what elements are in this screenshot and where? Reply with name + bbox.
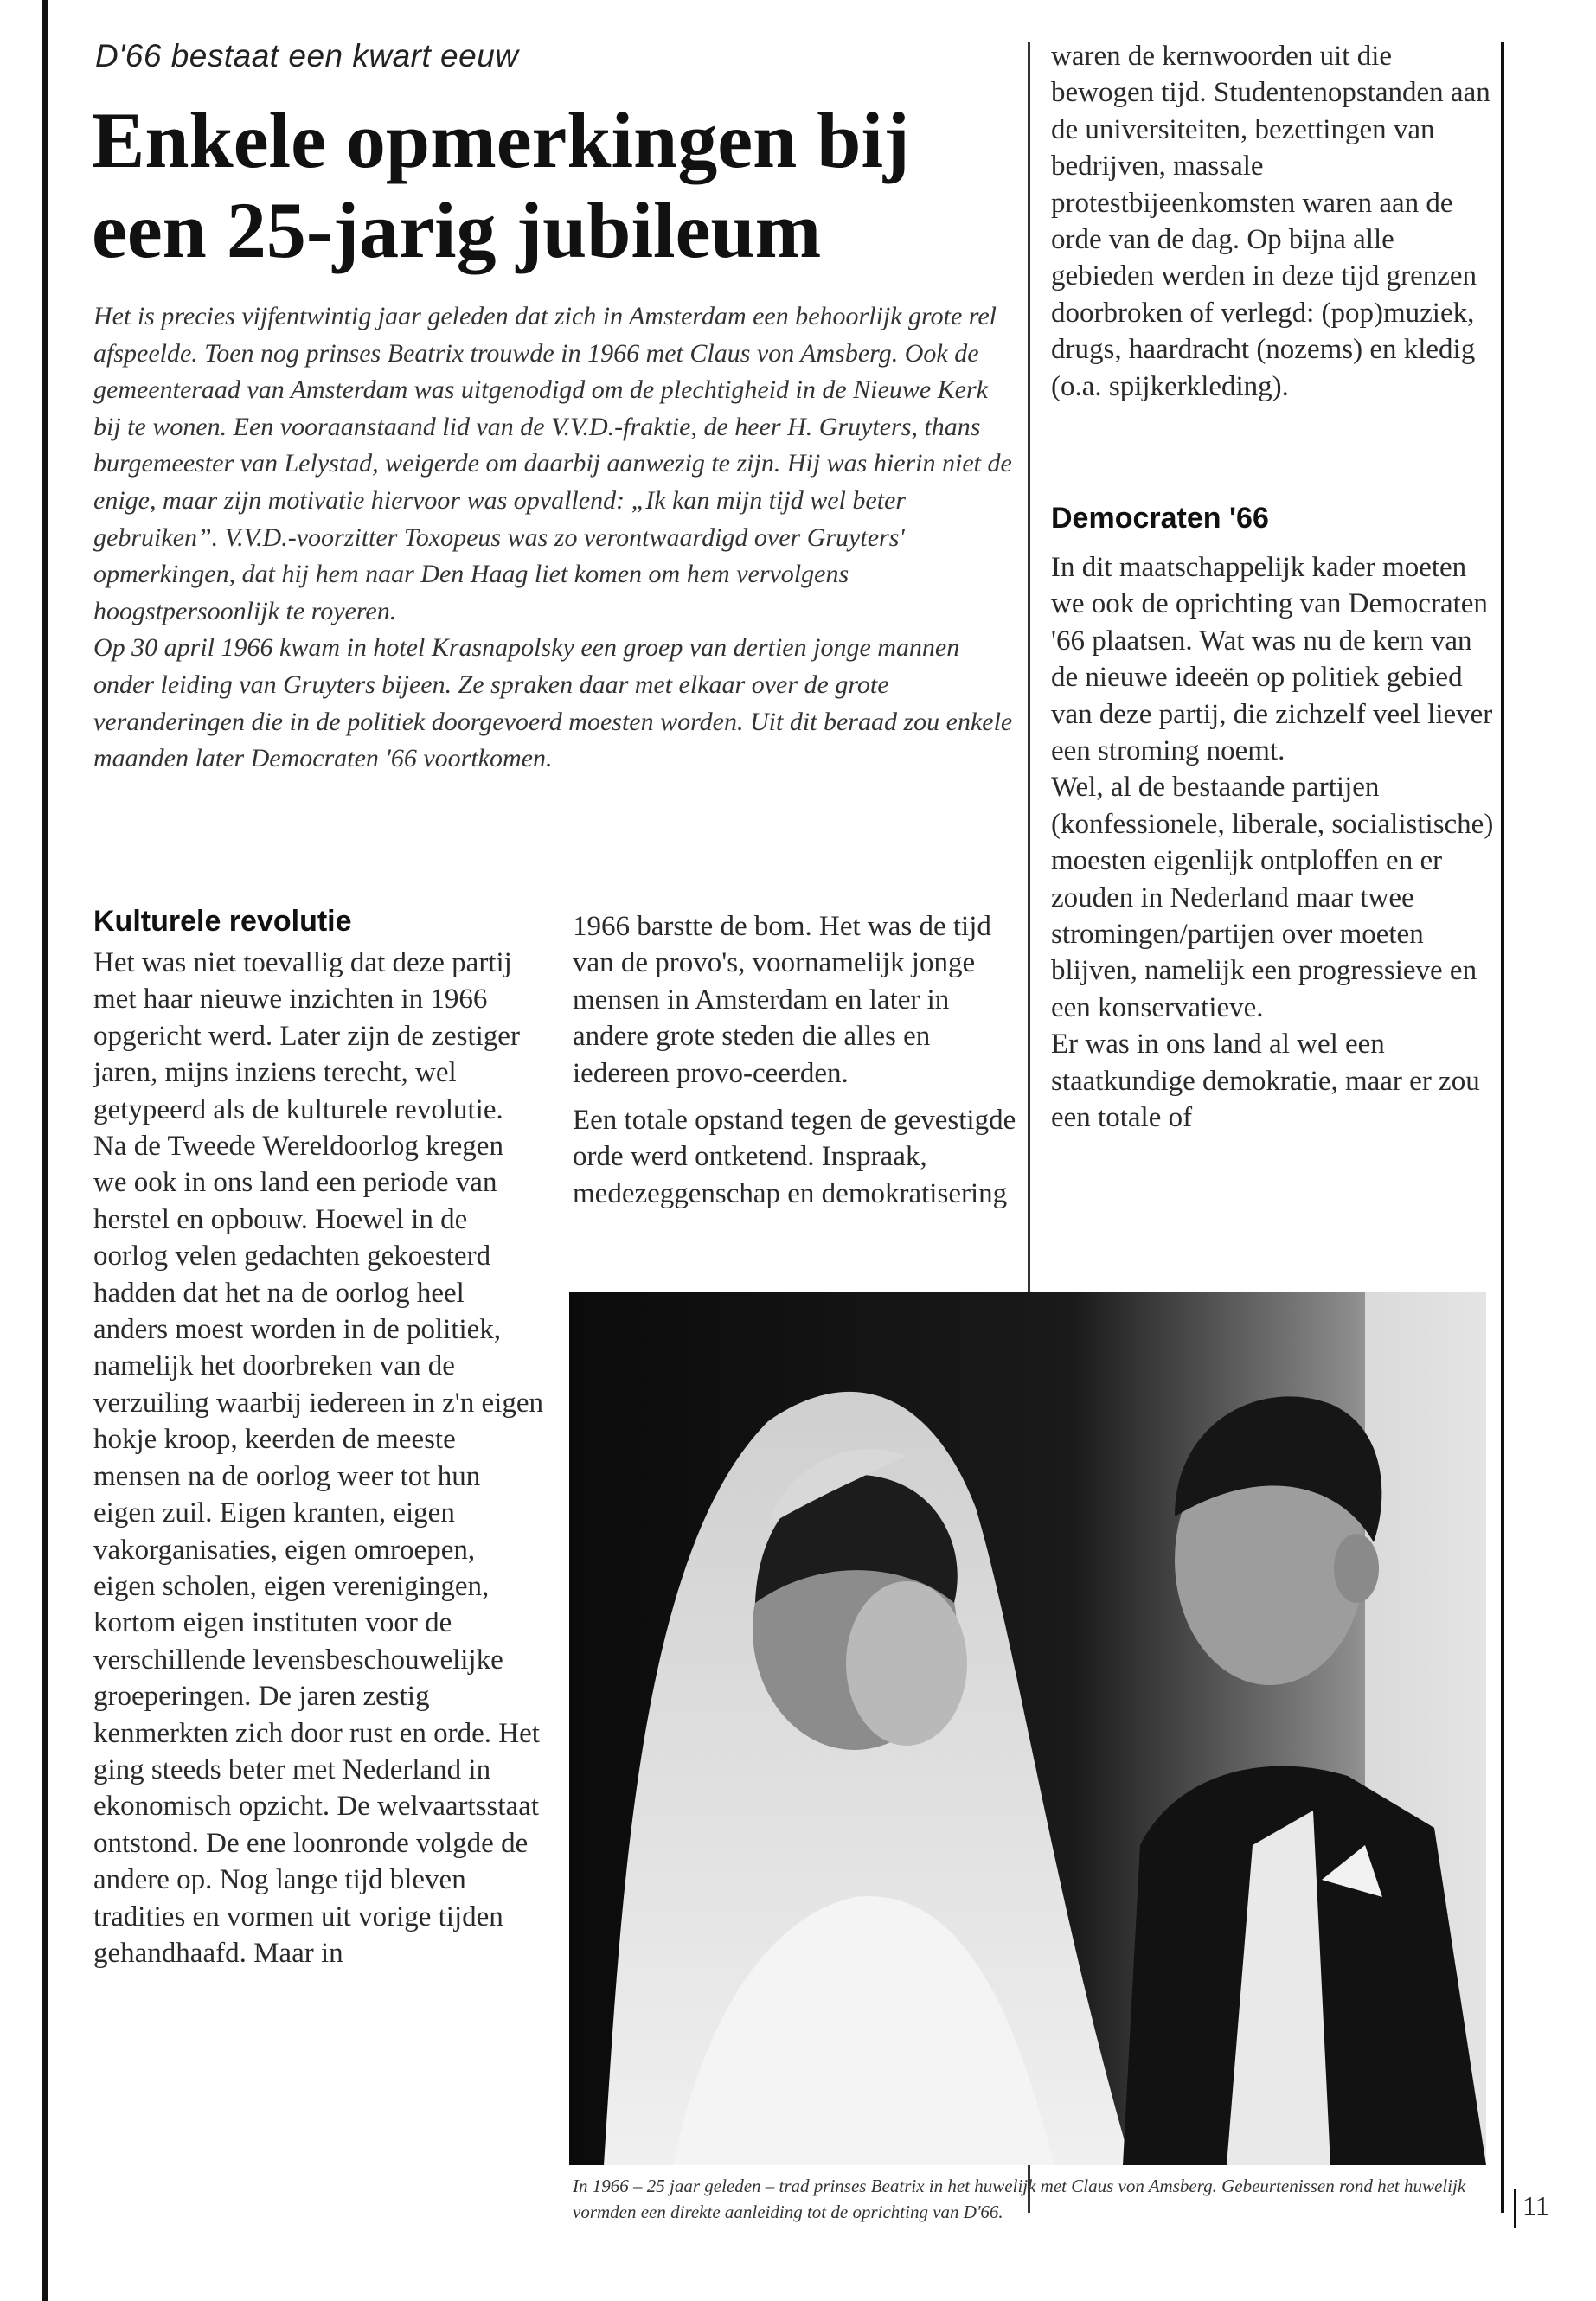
body-column-3-top — [1051, 38, 1497, 405]
right-margin-rule — [1501, 42, 1504, 2213]
page-number: 11 — [1522, 2190, 1549, 2221]
wedding-photo — [569, 1292, 1486, 2165]
wedding-photo-illustration — [569, 1292, 1486, 2165]
photo-caption: In 1966 – 25 jaar geleden – trad prinses Beatrix in het huwelijk met Claus von Amsberg. Gebeurtenissen rond het huwelijk vormden een direkte aanleiding tot de oprichting van D'66. — [573, 2176, 1466, 2222]
article-kicker: D'66 bestaat een kwart eeuw — [95, 38, 519, 74]
col3-paragraph-2: Wel, al de bestaande partijen (konfessionele, liberale, socialistische) moesten eigenlijk ontploffen en er zouden in Nederland maar twee stromingen/partijen over moeten blijven, namelijk een progressieve en een konservatieve. — [1051, 772, 1494, 1023]
body-column-2 — [573, 908, 1022, 1212]
headline-line-2: een 25-jarig jubileum — [92, 186, 822, 274]
lead-paragraph-1: Het is precies vijfentwintig jaar geleden dat zich in Amsterdam een behoorlijk grote rel afspeelde. Toen nog prinses Beatrix trouwde in 1966 met Claus von Amsberg. Ook de gemeenteraad van Amsterdam was uitgenodigd om de plechtigheid in de Nieuwe Kerk bij te wonen. Een vooraanstaand lid van de V.V.D.-fraktie, de heer H. Gruyters, thans burgemeester van Lelystad, weigerde om daarbij aanwezig te zijn. Hij was hierin niet de enige, maar zijn motivatie hiervoor was opvallend: „Ik kan mijn tijd wel beter gebruiken”. V.V.D.-voorzitter Toxopeus was zo verontwaardigd over Gruyters' opmerkingen, dat hij hem naar Den Haag liet komen om hem vervolgens hoogstpersoonlijk te royeren. — [93, 302, 1012, 625]
lead-paragraph-2: Op 30 april 1966 kwam in hotel Krasnapolsky een groep van dertien jonge mannen onder leiding van Gruyters bijeen. Ze spraken daar met elkaar over de grote veranderingen die in de politiek doorgevoerd moesten worden. Uit dit beraad zou enkele maanden later Democraten '66 voortkomen. — [93, 633, 1013, 773]
col2-paragraph-1: 1966 barstte de bom. Het was de tijd van de provo's, voornamelijk jonge mensen in Amsterdam en later in andere grote steden die alles en iedereen provo-ceerden. — [573, 911, 991, 1089]
headline-line-1: Enkele opmerkingen bij — [92, 96, 910, 184]
section-heading-kulturele-revolutie: Kulturele revolutie — [93, 905, 352, 938]
col1-paragraph: Het was niet toevallig dat deze partij met haar nieuwe inzichten in 1966 opgericht werd. Later zijn de zestiger jaren, mijns inziens terecht, wel getypeerd als de kulturele revolutie. Na de Tweede Wereldoorlog kregen we ook in ons land een periode van herstel en opbouw. Hoewel in de oorlog velen gedachten gekoesterd hadden dat het na de oorlog heel anders moest worden in de politiek, namelijk het doorbreken van de verzuiling waarbij iedereen in z'n eigen hokje kroop, keerden de meeste mensen na de oorlog weer tot hun eigen zuil. Eigen kranten, eigen vakorganisaties, eigen omroepen, eigen scholen, eigen verenigingen, kortom eigen instituten voor de verschillende levensbeschouwelijke groeperingen. De jaren zestig kenmerkten zich door rust en orde. Het ging steeds beter met Nederland in ekonomisch opzicht. De welvaartsstaat ontstond. De ene loonronde volgde de andere op. Nog lange tijd bleven tradities en vormen uit vorige tijden gehandhaafd. Maar in — [93, 947, 543, 1969]
body-column-3-bottom — [1051, 549, 1497, 1137]
page-edge-rule — [42, 0, 48, 2301]
col3-paragraph-1: In dit maatschappelijk kader moeten we ook de oprichting van Democraten '66 plaatsen. Wat was nu de kern van de nieuwe ideeën op politiek gebied van deze partij, die zichzelf veel liever een stroming noemt. — [1051, 552, 1493, 767]
article-headline — [92, 95, 1017, 275]
page-number-rule — [1514, 2189, 1516, 2228]
col3-paragraph-top: waren de kernwoorden uit die bewogen tijd. Studentenopstanden aan de universiteiten, bezettingen van bedrijven, massale protestbijeenkomsten waren aan de orde van de dag. Op bijna alle gebieden werden in deze tijd grenzen doorbroken of verlegd: (pop)muziek, drugs, haardracht (nozems) en kledig (o.a. spijkerkleding). — [1051, 41, 1490, 402]
article-lead — [93, 298, 1019, 778]
section-heading-democraten-66: Democraten '66 — [1051, 502, 1269, 535]
body-column-1 — [93, 945, 543, 1971]
col3-paragraph-3: Er was in ons land al wel een staatkundige demokratie, maar er zou een totale of — [1051, 1029, 1480, 1134]
col2-paragraph-2: Een totale opstand tegen de gevestigde orde werd ontketend. Inspraak, medezeggenschap en demokratisering — [573, 1105, 1016, 1209]
